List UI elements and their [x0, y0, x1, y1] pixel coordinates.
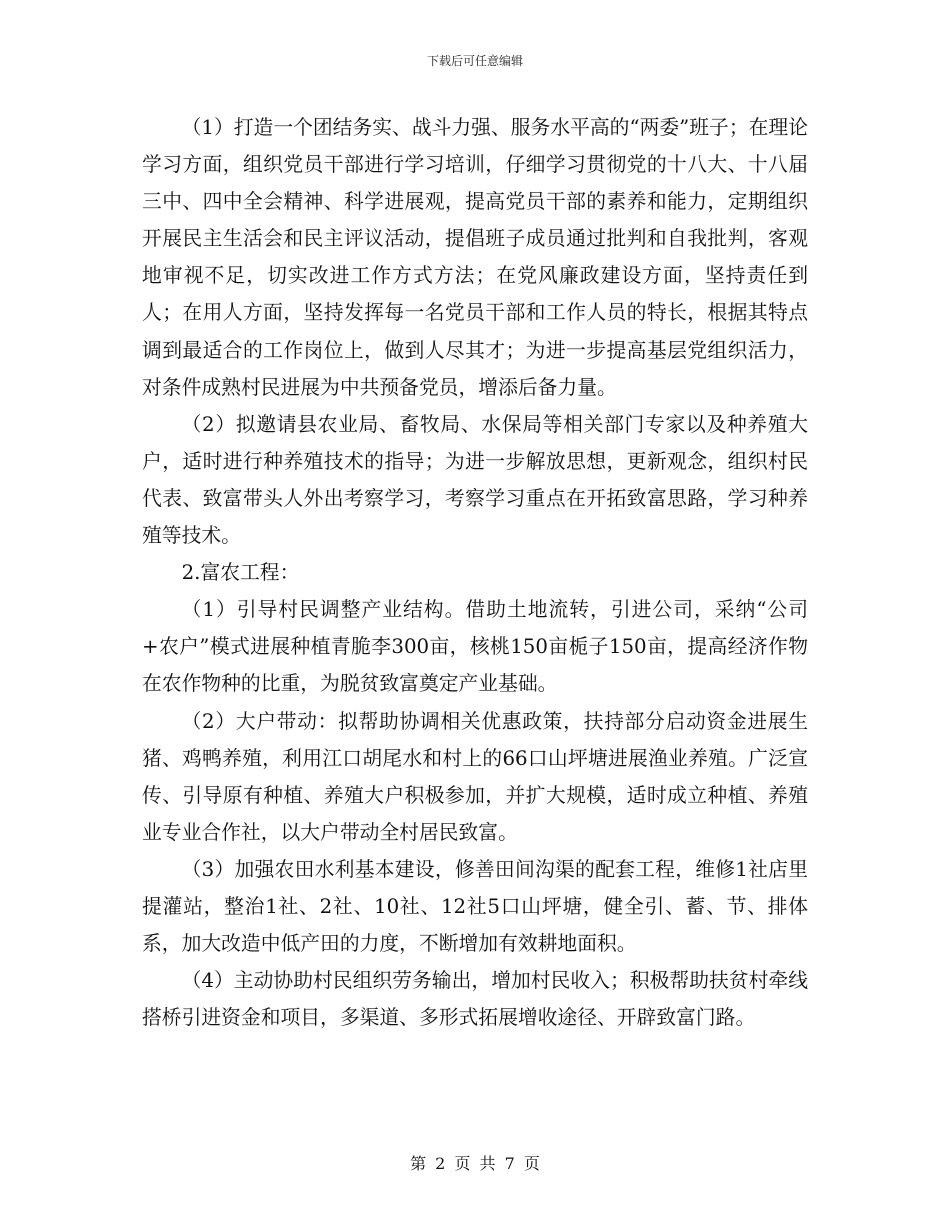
- paragraph-irrigation: （3）加强农田水利基本建设，修善田间沟渠的配套工程，维修1社店里提灌站，整治1社、2社、10社、12社5口山坪塘，健全引、蓄、节、排体系，加大改造中低产田的力度，不断增加有效耕地面积。: [142, 857, 808, 956]
- section-heading-enrich-farmers: 2.富农工程：: [181, 561, 300, 585]
- page-number-footer: 第 2 页 共 7 页: [410, 1154, 540, 1173]
- paragraph-expert-guidance: （2）拟邀请县农业局、畜牧局、水保局等相关部门专家以及种养殖大户，适时进行种养殖技术的指导；为进一步解放思想，更新观念，组织村民代表、致富带头人外出考察学习，考察学习重点在开拓致富思路，学习种养殖等技术。: [142, 412, 808, 548]
- document-body: [142, 109, 808, 1036]
- page-header: 下载后可任意编辑: [426, 54, 523, 68]
- paragraph-industry-structure: （1）引导村民调整产业结构。借助土地流转，引进公司，采纳“公司+农户”模式进展种植青脆李300亩，核桃150亩栀子150亩，提高经济作物在农作物种的比重，为脱贫致富奠定产业基础。: [142, 598, 808, 696]
- paragraph-party-committee: （1）打造一个团结务实、战斗力强、服务水平高的“两委”班子；在理论学习方面，组织党员干部进行学习培训，仔细学习贯彻党的十八大、十八届三中、四中全会精神、科学进展观，提高党员干部的素养和能力，定期组织开展民主生活会和民主评议活动，提倡班子成员通过批判和自我批判，客观地审视不足，切实改进工作方式方法；在党风廉政建设方面，坚持责任到人；在用人方面，坚持发挥每一名党员干部和工作人员的特长，根据其特点调到最适合的工作岗位上，做到人尽其才；为进一步提高基层党组织活力，对条件成熟村民进展为中共预备党员，增添后备力量。: [142, 116, 808, 399]
- paragraph-large-household: （2）大户带动：拟帮助协调相关优惠政策，扶持部分启动资金进展生猪、鸡鸭养殖，利用江口胡尾水和村上的66口山坪塘进展渔业养殖。广泛宣传、引导原有种植、养殖大户积极参加，并扩大规模，适时成立种植、养殖业专业合作社，以大户带动全村居民致富。: [142, 709, 808, 844]
- paragraph-labor-export: （4）主动协助村民组织劳务输出，增加村民收入；积极帮助扶贫村牵线搭桥引进资金和项目，多渠道、多形式拓展增收途径、开辟致富门路。: [142, 969, 808, 1030]
